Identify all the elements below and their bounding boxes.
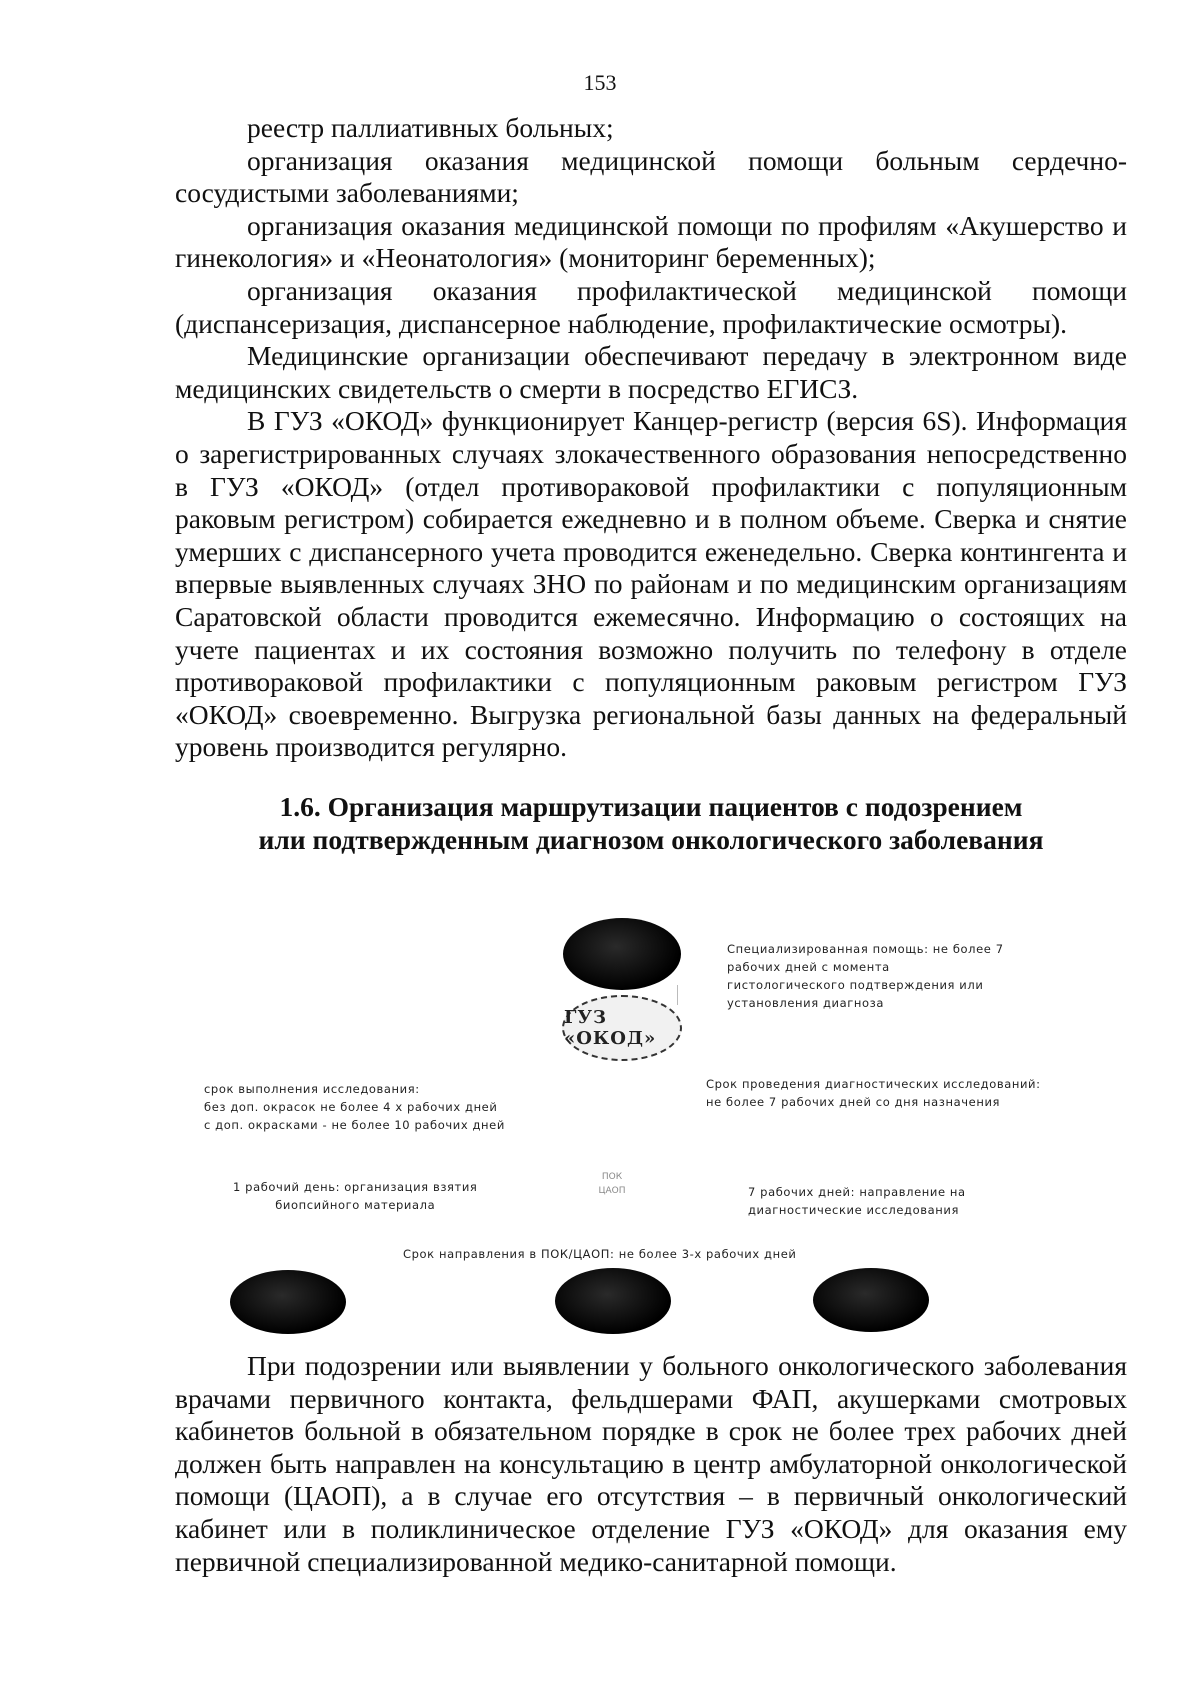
body-text-bottom	[175, 1350, 1127, 1578]
paragraph: реестр паллиативных больных;	[247, 112, 614, 143]
paragraph: Медицинские организации обеспечивают передачу в электронном виде медицинских свидетельств о смерти в посредство ЕГИСЗ.	[175, 340, 1127, 404]
bottom-center-oval-node	[555, 1268, 671, 1334]
bottom-left-oval-node	[230, 1270, 346, 1334]
paragraph: организация оказания медицинской помощи больным сердечно-сосудистыми заболеваниями;	[175, 144, 1127, 209]
direction-label: 7 рабочих дней: направление на диагностические исследования	[748, 1185, 966, 1217]
paragraph: организация оказания медицинской помощи по профилям «Акушерство и гинекология» и «Неонатология» (мониторинг беременных);	[175, 209, 1127, 274]
stamp-text: ГУЗ «ОКОД»	[564, 1007, 657, 1049]
section-heading	[175, 790, 1127, 856]
heading-line-2: или подтвержденным диагнозом онкологического заболевания	[258, 824, 1044, 855]
study-deadline-label: срок выполнения исследования: без доп. окрасок не более 4 х рабочих дней с доп. окрасками - не более 10 рабочих дней	[204, 1082, 505, 1132]
specialized-help-label: Специализированная помощь: не более 7 рабочих дней с момента гистологического подтверждения или установления диагноза	[727, 942, 1004, 1010]
heading-line-1: 1.6. Организация маршрутизации пациентов с подозрением	[279, 791, 1023, 822]
body-text-top	[175, 112, 1127, 764]
connector-line	[677, 985, 678, 1005]
page-number: 153	[583, 70, 617, 95]
bottom-right-oval-node	[813, 1268, 929, 1332]
paragraph: В ГУЗ «ОКОД» функционирует Канцер-регистр (версия 6S). Информация о зарегистрированных случаях злокачественного образования непосредственно в ГУЗ «ОКОД» (отдел противораковой профилактики с популяционным раковым регистром) собирается ежедневно и в полном объеме. Сверка и снятие умерших с диспансерного учета проводится еженедельно. Сверка контингента и впервые выявленных случаях ЗНО по районам и по медицинским организациям Саратовской области проводится ежемесячно. Информацию о состоящих на учете пациентах и их состояния возможно получить по телефону в отделе противораковой профилактики с популяционным раковым регистром ГУЗ «ОКОД» своевременно. Выгрузка региональной базы данных на федеральный уровень производится регулярно.	[175, 405, 1127, 763]
okod-stamp	[562, 995, 682, 1061]
paragraph: При подозрении или выявлении у больного онкологического заболевания врачами первичного контакта, фельдшерами ФАП, акушерками смотровых кабинетов больной в обязательном порядке в срок не более трех рабочих дней должен быть направлен на консультацию в центр амбулаторной онкологической помощи (ЦАОП), а в случае его отсутствия – в первичный онкологический кабинет или в поликлиническое отделение ГУЗ «ОКОД» для оказания ему первичной специализированной медико-санитарной помощи.	[175, 1350, 1127, 1577]
center-node-label: ПОК ЦАОП	[598, 1172, 626, 1196]
paragraph: организация оказания профилактической медицинской помощи (диспансеризация, диспансерное наблюдение, профилактические осмотры).	[175, 274, 1127, 339]
biopsy-label: 1 рабочий день: организация взятия биопсийного материала	[233, 1180, 478, 1212]
top-oval-node	[563, 918, 681, 990]
referral-deadline-label: Срок направления в ПОК/ЦАОП: не более 3-х рабочих дней	[403, 1247, 797, 1261]
diagnostic-deadline-label: Срок проведения диагностических исследований: не более 7 рабочих дней со дня назначения	[706, 1077, 1041, 1109]
